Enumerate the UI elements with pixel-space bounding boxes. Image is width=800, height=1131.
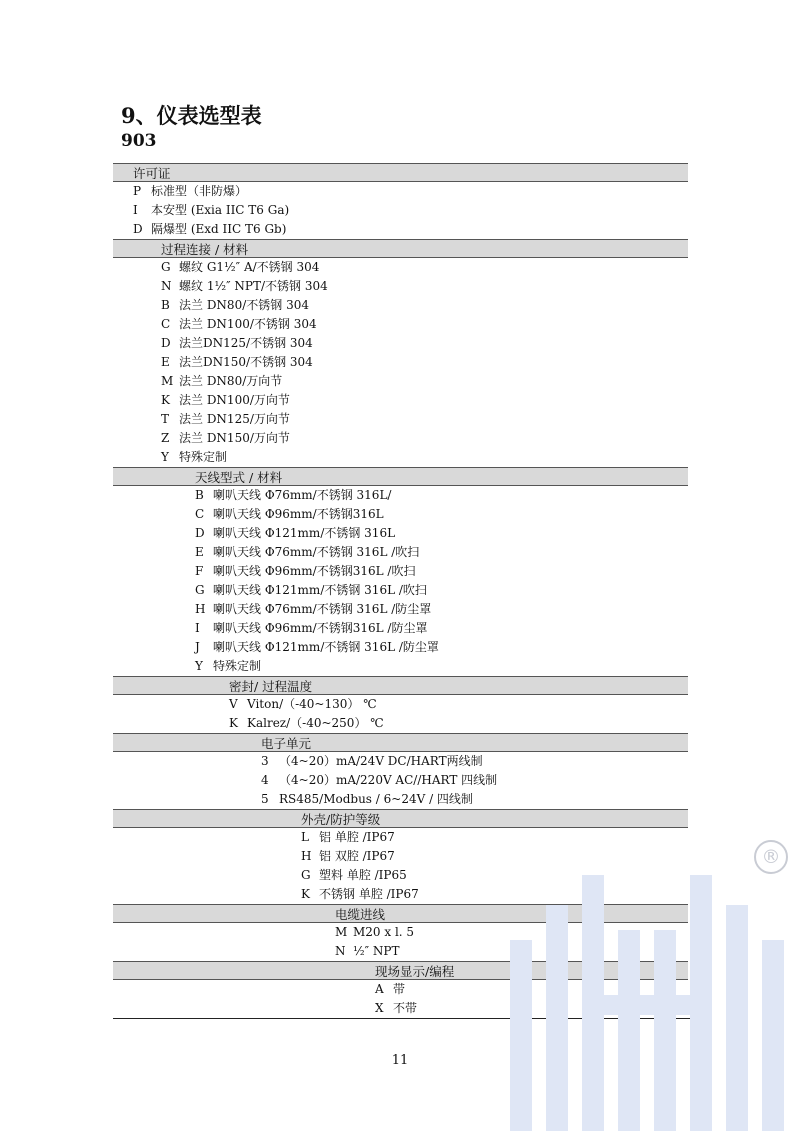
option-label: 喇叭天线 Φ76mm/不锈钢 316L /防尘罩 xyxy=(213,602,432,616)
option-code: N xyxy=(161,279,172,293)
option-row xyxy=(113,619,688,638)
option-label: 带 xyxy=(393,982,406,996)
option-label: （4~20）mA/24V DC/HART两线制 xyxy=(279,754,483,768)
watermark-logo xyxy=(500,820,800,1131)
option-row xyxy=(113,334,688,353)
section-header: 密封/ 过程温度 xyxy=(113,676,688,695)
option-code: G xyxy=(301,868,311,882)
model-number: 903 xyxy=(121,131,157,151)
option-row xyxy=(113,391,688,410)
option-row xyxy=(113,448,688,467)
option-code: F xyxy=(195,564,204,578)
option-code: J xyxy=(195,640,200,654)
option-code: D xyxy=(195,526,205,540)
option-label: 铝 双腔 /IP67 xyxy=(319,849,395,863)
section-header: 电子单元 xyxy=(113,733,688,752)
option-code: X xyxy=(375,1001,384,1015)
option-row xyxy=(113,429,688,448)
option-code: G xyxy=(195,583,205,597)
option-code: I xyxy=(133,203,138,217)
option-row xyxy=(113,543,688,562)
option-label: ½″ NPT xyxy=(353,944,400,958)
option-code: L xyxy=(301,830,309,844)
option-code: K xyxy=(301,887,310,901)
option-code: 3 xyxy=(261,754,269,768)
option-label: 喇叭天线 Φ76mm/不锈钢 316L/ xyxy=(213,488,392,502)
option-code: M xyxy=(335,925,348,939)
option-label: Kalrez/（-40~250） ℃ xyxy=(247,716,384,730)
option-code: V xyxy=(229,697,238,711)
option-label: 铝 单腔 /IP67 xyxy=(319,830,395,844)
option-label: 法兰DN150/不锈钢 304 xyxy=(179,355,313,369)
option-row xyxy=(113,714,688,733)
option-label: 法兰 DN80/万向节 xyxy=(179,374,283,388)
option-row xyxy=(113,581,688,600)
option-label: 特殊定制 xyxy=(213,659,262,673)
option-label: 法兰DN125/不锈钢 304 xyxy=(179,336,313,350)
option-code: T xyxy=(161,412,170,426)
option-row xyxy=(113,315,688,334)
option-code: E xyxy=(161,355,170,369)
option-row xyxy=(113,562,688,581)
option-label: 不带 xyxy=(393,1001,418,1015)
option-code: G xyxy=(161,260,171,274)
option-row xyxy=(113,790,688,809)
option-label: 特殊定制 xyxy=(179,450,228,464)
option-label: 不锈钢 单腔 /IP67 xyxy=(319,887,419,901)
option-label: 喇叭天线 Φ96mm/不锈钢316L /吹扫 xyxy=(213,564,416,578)
option-code: A xyxy=(375,982,384,996)
section-header: 电缆进线 xyxy=(113,904,688,923)
option-code: Y xyxy=(195,659,203,673)
option-label: 标准型（非防爆） xyxy=(151,184,248,198)
option-code: 5 xyxy=(261,792,269,806)
option-code: H xyxy=(301,849,312,863)
option-row xyxy=(113,372,688,391)
option-label: 螺纹 1½″ NPT/不锈钢 304 xyxy=(179,279,328,293)
option-label: 喇叭天线 Φ121mm/不锈钢 316L /防尘罩 xyxy=(213,640,439,654)
option-code: C xyxy=(195,507,205,521)
registered-mark-icon: ® xyxy=(754,840,788,874)
option-label: 法兰 DN80/不锈钢 304 xyxy=(179,298,309,312)
option-row xyxy=(113,296,688,315)
option-label: 喇叭天线 Φ96mm/不锈钢316L /防尘罩 xyxy=(213,621,428,635)
option-code: M xyxy=(161,374,174,388)
option-row xyxy=(113,505,688,524)
option-label: 喇叭天线 Φ96mm/不锈钢316L xyxy=(213,507,384,521)
page-title: 9、仪表选型表 xyxy=(121,103,262,128)
option-label: 法兰 DN100/万向节 xyxy=(179,393,290,407)
option-label: 螺纹 G1½″ A/不锈钢 304 xyxy=(179,260,320,274)
option-row xyxy=(113,657,688,676)
option-code: E xyxy=(195,545,204,559)
option-code: K xyxy=(229,716,238,730)
section-header: 天线型式 / 材料 xyxy=(113,467,688,486)
option-label: 本安型 (Exia IIC T6 Ga) xyxy=(151,203,290,217)
option-code: C xyxy=(161,317,171,331)
option-row xyxy=(113,600,688,619)
option-code: D xyxy=(161,336,171,350)
option-label: 法兰 DN150/万向节 xyxy=(179,431,290,445)
option-label: （4~20）mA/220V AC//HART 四线制 xyxy=(279,773,498,787)
option-label: RS485/Modbus / 6~24V / 四线制 xyxy=(279,792,473,806)
option-label: 法兰 DN100/不锈钢 304 xyxy=(179,317,317,331)
option-code: Z xyxy=(161,431,170,445)
page-number: 11 xyxy=(391,1053,409,1068)
option-code: K xyxy=(161,393,170,407)
option-row xyxy=(113,771,688,790)
option-label: M20 x l. 5 xyxy=(353,925,415,939)
option-code: I xyxy=(195,621,200,635)
option-row xyxy=(113,258,688,277)
option-label: 塑料 单腔 /IP65 xyxy=(319,868,407,882)
option-row xyxy=(113,752,688,771)
option-row xyxy=(113,695,688,714)
option-label: Viton/（-40~130） ℃ xyxy=(247,697,377,711)
option-row xyxy=(113,524,688,543)
option-row xyxy=(113,486,688,505)
option-row xyxy=(113,353,688,372)
option-row xyxy=(113,220,688,239)
option-label: 喇叭天线 Φ121mm/不锈钢 316L /吹扫 xyxy=(213,583,427,597)
option-row xyxy=(113,182,688,201)
option-row xyxy=(113,277,688,296)
option-code: B xyxy=(195,488,204,502)
option-code: Y xyxy=(161,450,169,464)
section-header: 过程连接 / 材料 xyxy=(113,239,688,258)
option-code: H xyxy=(195,602,206,616)
option-row xyxy=(113,410,688,429)
option-code: P xyxy=(133,184,142,198)
option-label: 隔爆型 (Exd IIC T6 Gb) xyxy=(151,222,287,236)
section-header: 外壳/防护等级 xyxy=(113,809,688,828)
option-code: 4 xyxy=(261,773,269,787)
section-header: 许可证 xyxy=(113,163,688,182)
option-row xyxy=(113,638,688,657)
option-code: D xyxy=(133,222,143,236)
option-code: N xyxy=(335,944,346,958)
option-label: 法兰 DN125/万向节 xyxy=(179,412,290,426)
option-code: B xyxy=(161,298,170,312)
option-label: 喇叭天线 Φ76mm/不锈钢 316L /吹扫 xyxy=(213,545,420,559)
option-row xyxy=(113,201,688,220)
option-label: 喇叭天线 Φ121mm/不锈钢 316L xyxy=(213,526,396,540)
section-header: 现场显示/编程 xyxy=(113,961,688,980)
